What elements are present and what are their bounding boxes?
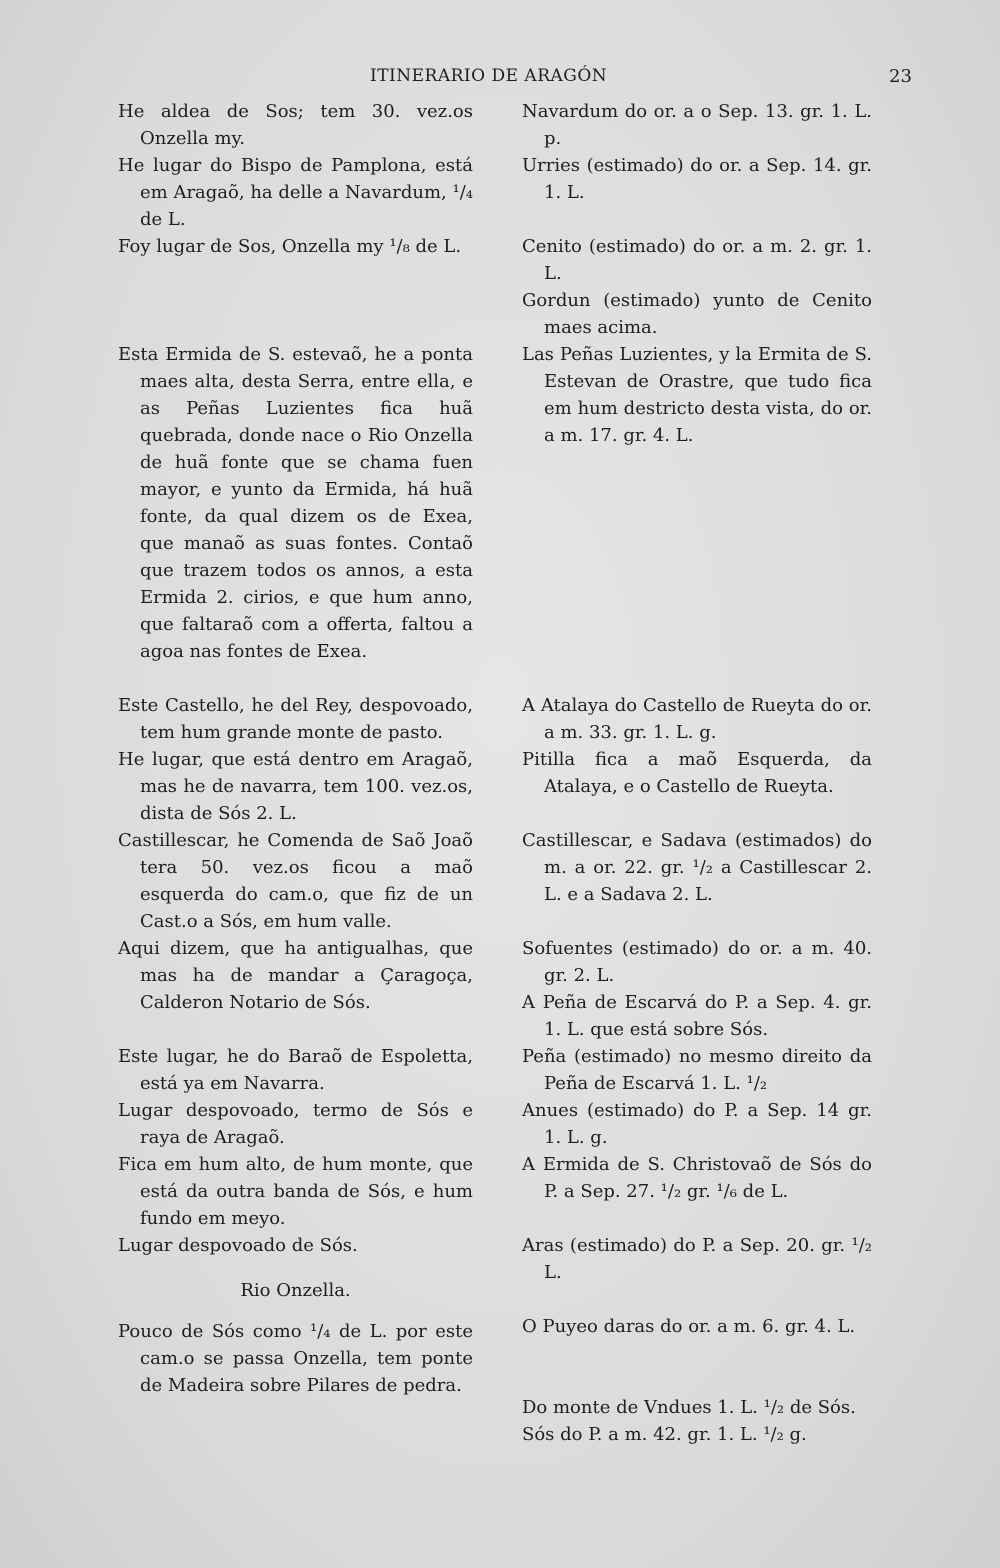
- right-entry: A Peña de Escarvá do P. a Sep. 4. gr. 1. L. que está sobre Sós.: [522, 992, 872, 1040]
- left-entry: He lugar, que está dentro em Aragaõ, mas he de navarra, tem 100. vez.os, dista de Sós 2. L.: [118, 749, 473, 824]
- right-entry: Do monte de Vndues 1. L. ¹/₂ de Sós.: [522, 1397, 856, 1418]
- right-entry: Urries (estimado) do or. a Sep. 14. gr. 1. L.: [522, 155, 872, 203]
- left-entry: Pouco de Sós como ¹/₄ de L. por este cam.o se passa Onzella, tem ponte de Madeira sobre Pilares de pedra.: [118, 1321, 473, 1396]
- left-entry: Fica em hum alto, de hum monte, que está da outra banda de Sós, e hum fundo em meyo.: [118, 1154, 473, 1229]
- right-entry: A Atalaya do Castello de Rueyta do or. a m. 33. gr. 1. L. g.: [522, 695, 872, 743]
- right-entry: O Puyeo daras do or. a m. 6. gr. 4. L.: [522, 1316, 856, 1337]
- left-entry: Aqui dizem, que ha antigualhas, que mas ha de mandar a Çaragoça, Calderon Notario de Sós.: [118, 938, 473, 1013]
- left-entry: Este lugar, he do Baraõ de Espoletta, está ya em Navarra.: [118, 1046, 473, 1094]
- right-entry: Castillescar, e Sadava (estimados) do m. a or. 22. gr. ¹/₂ a Castillescar 2. L. e a Sadava 2. L.: [522, 830, 872, 905]
- left-entry: Este Castello, he del Rey, despovoado, tem hum grande monte de pasto.: [118, 695, 473, 743]
- right-entry: Cenito (estimado) do or. a m. 2. gr. 1. L.: [522, 236, 872, 284]
- right-entry: A Ermida de S. Christovaõ de Sós do P. a Sep. 27. ¹/₂ gr. ¹/₆ de L.: [522, 1154, 872, 1202]
- left-entry: Lugar despovoado de Sós.: [118, 1235, 358, 1256]
- left-entry: He aldea de Sos; tem 30. vez.os Onzella my.: [118, 101, 473, 149]
- right-entry: Las Peñas Luzientes, y la Ermita de S. Estevan de Orastre, que tudo fica em hum destricto desta vista, do or. a m. 17. gr. 4. L.: [522, 344, 872, 446]
- right-entry: Gordun (estimado) yunto de Cenito maes acima.: [522, 290, 872, 338]
- left-entry: Foy lugar de Sos, Onzella my ¹/₈ de L.: [118, 236, 462, 257]
- left-entry: Castillescar, he Comenda de Saõ Joaõ tera 50. vez.os ficou a maõ esquerda do cam.o, que fiz de un Cast.o a Sós, em hum valle.: [118, 830, 473, 932]
- right-entry: Sós do P. a m. 42. gr. 1. L. ¹/₂ g.: [522, 1424, 807, 1445]
- right-entry: Anues (estimado) do P. a Sep. 14 gr. 1. L. g.: [522, 1100, 872, 1148]
- left-entry: Lugar despovoado, termo de Sós e raya de Aragaõ.: [118, 1100, 473, 1148]
- right-entry: Sofuentes (estimado) do or. a m. 40. gr. 2. L.: [522, 938, 872, 986]
- right-entry: Pitilla fica a maõ Esquerda, da Atalaya, e o Castello de Rueyta.: [522, 749, 872, 797]
- left-entry: He lugar do Bispo de Pamplona, está em Aragaõ, ha delle a Navardum, ¹/₄ de L.: [118, 155, 473, 230]
- page-number: 23: [889, 66, 912, 87]
- section-heading: Rio Onzella.: [240, 1280, 351, 1301]
- running-title: ITINERARIO DE ARAGÓN: [370, 66, 608, 86]
- right-entry: Peña (estimado) no mesmo direito da Peña de Escarvá 1. L. ¹/₂: [522, 1046, 872, 1094]
- right-entry: Aras (estimado) do P. a Sep. 20. gr. ¹/₂ L.: [522, 1235, 872, 1283]
- left-entry: Esta Ermida de S. estevaõ, he a ponta maes alta, desta Serra, entre ella, e as Peñas Luzientes fica huã quebrada, donde nace o Rio Onzella de huã fonte que se chama fuen mayor, e yunto da Ermida, há huã fonte, da qual dizem os de Exea, que manaõ as suas fontes. Contaõ que trazem todos os annos, a esta Ermida 2. cirios, e que hum anno, que faltaraõ com a offerta, faltou a agoa nas fontes de Exea.: [118, 344, 473, 662]
- right-entry: Navardum do or. a o Sep. 13. gr. 1. L. p.: [522, 101, 872, 149]
